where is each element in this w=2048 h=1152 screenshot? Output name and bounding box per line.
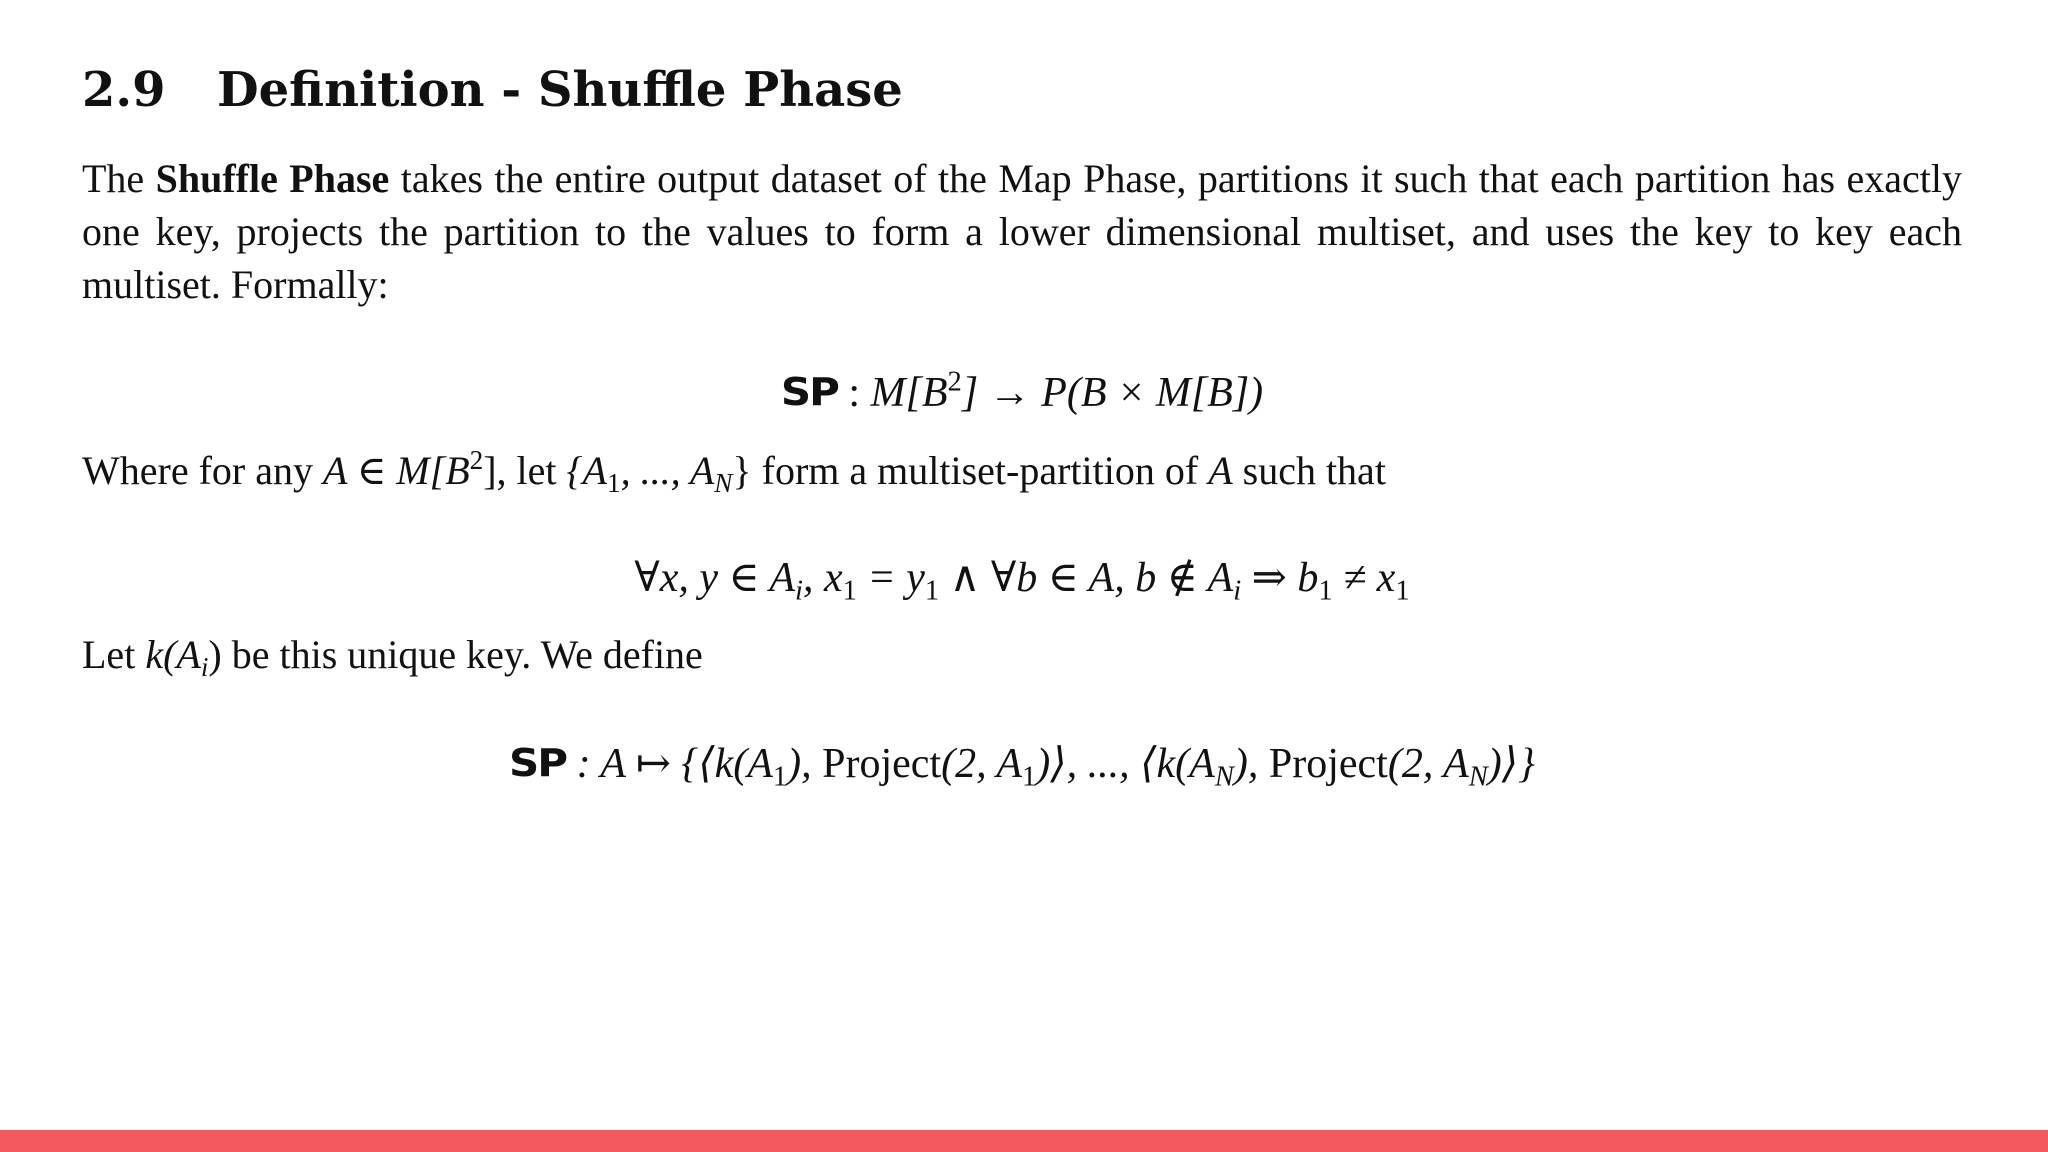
p3-math-1: k(A xyxy=(145,632,201,677)
paragraph-body: takes the entire output dataset of the Map Phase, partitions it such that each partition has exactly one key, projects the partition to the values to form a lower dimensional multiset, and uses the key to key each multiset. Formally: xyxy=(82,156,1963,307)
p2-math-1: A ∈ M[B xyxy=(322,448,470,493)
eq2-b-sub: 1 xyxy=(842,575,857,607)
eq2-c-sub: 1 xyxy=(924,575,940,607)
eq3-project-2: Project xyxy=(1268,741,1388,787)
eq3-e: ), xyxy=(1233,741,1269,787)
p2-math-3: A xyxy=(1208,448,1233,493)
section-heading xyxy=(82,62,903,120)
p2-math-2b: , ..., A xyxy=(620,448,715,493)
p2-text-3: form a multiset-partition of xyxy=(761,448,1199,493)
eq3-project-1: Project xyxy=(822,741,942,787)
eq1-domain-sup: 2 xyxy=(947,366,962,398)
key-paragraph xyxy=(82,628,1962,681)
eq3-g: )⟩} xyxy=(1487,741,1535,787)
defined-term: Shuffle Phase xyxy=(155,156,390,201)
equation-signature xyxy=(82,364,1962,421)
footer-accent-bar xyxy=(0,1130,2048,1152)
eq2-d: ∧ ∀b ∈ A, b ∉ A xyxy=(939,555,1234,601)
eq3-f: (2, A xyxy=(1387,741,1469,787)
equation-partition-condition xyxy=(82,550,1962,606)
eq3-c-sub: 1 xyxy=(1022,761,1037,793)
eq2-b: , x xyxy=(802,555,843,601)
eq3-a: : A ↦ {⟨k(A xyxy=(566,741,773,787)
partition-paragraph xyxy=(82,444,1962,497)
eq2-e-sub: 1 xyxy=(1318,575,1333,607)
eq3-b: ), xyxy=(787,741,823,787)
sp-symbol: SP xyxy=(780,369,838,415)
section-number: 2.9 xyxy=(82,62,166,118)
p2-math-2a: {A xyxy=(566,448,607,493)
eq1-domain: M[B xyxy=(870,370,948,416)
p3-text-1: Let xyxy=(82,632,136,677)
eq1-codomain: P(B × M[B]) xyxy=(1041,370,1264,416)
eq2-f: ≠ x xyxy=(1332,555,1396,601)
p2-math-2c: } xyxy=(732,448,752,493)
sp-symbol: SP xyxy=(509,740,567,786)
p2-text-2: let xyxy=(516,448,557,493)
p3-math-1-close: ) xyxy=(208,632,222,677)
eq1-domain-close: ] xyxy=(961,370,979,416)
eq2-a-sub: i xyxy=(795,575,803,607)
eq3-c: (2, A xyxy=(941,741,1022,787)
p2-math-1-sup: 2 xyxy=(469,445,484,476)
p2-text-1: Where for any xyxy=(82,448,313,493)
eq1-colon: : xyxy=(848,370,861,416)
p2-math-2a-sub: 1 xyxy=(606,468,621,499)
eq2-c: = y xyxy=(856,555,925,601)
equation-definition xyxy=(82,735,1962,792)
eq2-a: ∀x, y ∈ A xyxy=(634,555,795,601)
section-title: Definition - Shuffle Phase xyxy=(217,62,903,118)
eq2-e: ⇒ b xyxy=(1241,555,1319,601)
eq3-d: )⟩, ..., ⟨k(A xyxy=(1036,741,1215,787)
p2-math-2b-sub: N xyxy=(714,468,733,499)
definition-paragraph xyxy=(82,152,1962,311)
p3-math-1-sub: i xyxy=(200,652,209,683)
eq1-arrow: → xyxy=(988,370,1031,416)
eq3-d-sub: N xyxy=(1214,761,1234,793)
eq2-f-sub: 1 xyxy=(1395,575,1410,607)
p2-text-4: such that xyxy=(1242,448,1386,493)
p3-text-2: be this unique key. We define xyxy=(231,632,703,677)
eq3-a-sub: 1 xyxy=(772,761,788,793)
p2-math-1-close: ], xyxy=(483,448,507,493)
paragraph-lead: The xyxy=(82,156,145,201)
eq3-f-sub: N xyxy=(1468,761,1488,793)
eq2-d-sub: i xyxy=(1233,575,1242,607)
